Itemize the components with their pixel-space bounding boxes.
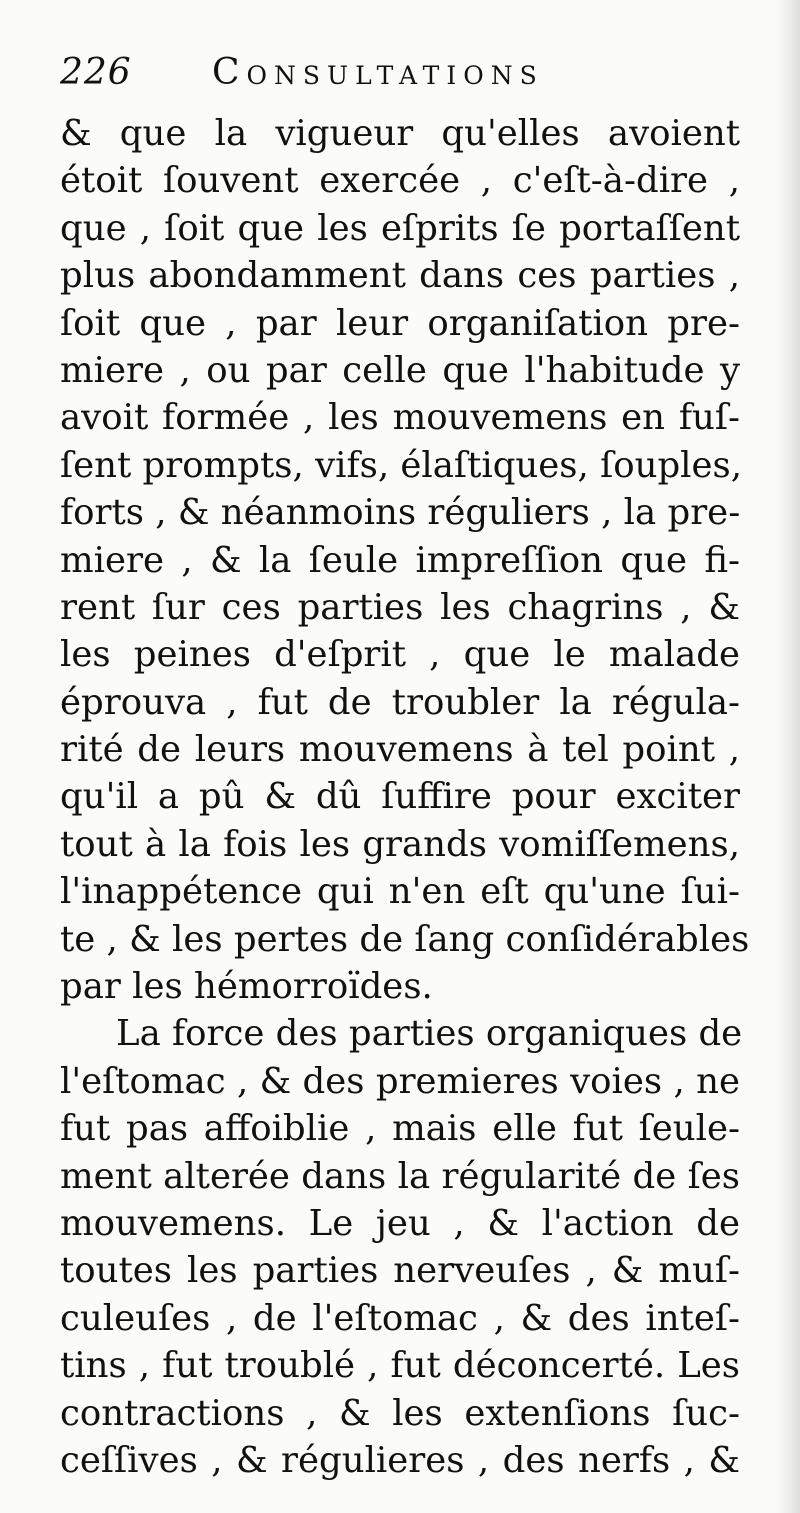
text-line: rité de leurs mouvemens à tel point , [60,729,740,771]
text-line: l'inappétence qui n'en eſt qu'une ſui- [60,871,740,913]
paragraph-end-line: par les hémorroïdes. [60,966,433,1008]
page-number: 226 [60,52,132,93]
text-line: contractions , & les extenſions ſuc- [60,1392,740,1434]
text-line: que , ſoit que les eſprits ſe portaſſent [60,207,740,249]
text-line: fut pas affoiblie , mais elle fut ſeule- [60,1108,740,1150]
page-edge-shadow [774,0,800,1513]
text-line: plus abondamment dans ces parties , [60,255,740,297]
body-text [60,110,750,1484]
text-line: l'eſtomac , & des premieres voies , ne [60,1060,740,1102]
text-line: & que la vigueur qu'elles avoient [60,113,740,154]
text-line: ment alterée dans la régularité de ſes [60,1155,740,1197]
text-line: tout à la fois les grands vomiſſemens, [60,823,740,865]
text-line: miere , ou par celle que l'habitude y [60,349,740,391]
text-line: ceſſives , & régulieres , des nerfs , & [60,1439,740,1481]
text-line: miere , & la ſeule impreſſion que fi- [60,539,740,581]
text-line: avoit formée , les mouvemens en fuſ- [60,397,740,439]
paragraph-first-line: La force des parties organiques de [116,1013,743,1055]
text-line: forts , & néanmoins réguliers , la pre- [60,492,741,534]
text-line: étoit ſouvent exercée , c'eſt-à-dire , [60,160,740,202]
text-line: éprouva , fut de troubler la régula- [60,681,740,723]
page-header [60,52,740,102]
text-line: toutes les parties nerveuſes , & muſ- [60,1250,740,1292]
text-line: qu'il a pû & dû ſuffire pour exciter [60,776,740,818]
text-line: mouvemens. Le jeu , & l'action de [60,1202,740,1244]
text-line: ſent prompts, vifs, élaſtiques, ſouples, [60,444,743,486]
running-head: Consultations [212,52,544,93]
text-line: culeuſes , de l'eſtomac , & des inteſ- [60,1297,740,1339]
text-line: ſoit que , par leur organiſation pre- [60,302,740,344]
text-line: les peines d'eſprit , que le malade [60,634,740,676]
text-line: te , & les pertes de ſang conſidérables [60,918,750,960]
text-line: tins , fut troublé , fut déconcerté. Les [60,1345,740,1387]
text-line: rent ſur ces parties les chagrins , & [60,586,740,628]
